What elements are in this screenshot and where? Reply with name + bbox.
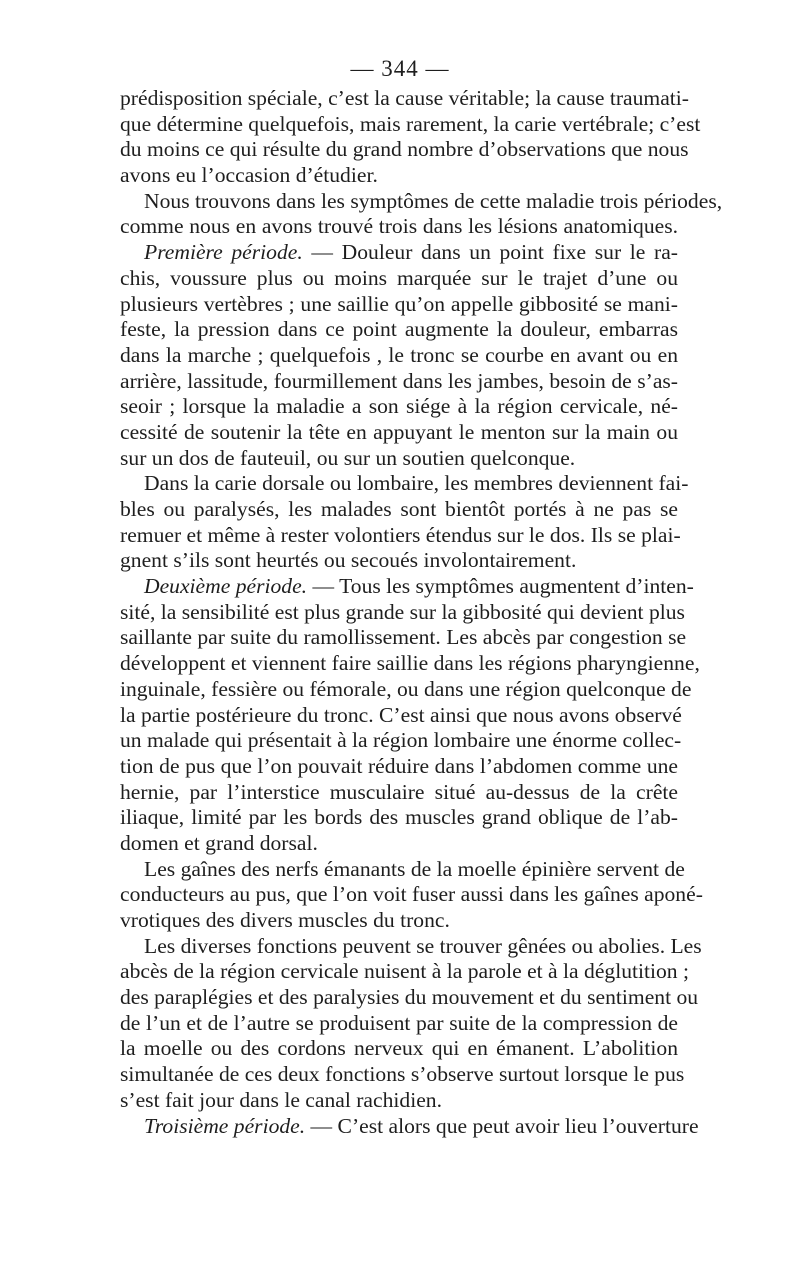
text-line: inguinale, fessière ou fémorale, ou dans une région quelconque de	[120, 676, 692, 701]
text-line: remuer et même à rester volontiers étendus sur le dos. Ils se plai-	[120, 522, 681, 547]
line-text: — Tous les symptômes augmentent d’inten-	[307, 574, 694, 599]
text-line: abcès de la région cervicale nuisent à la parole et à la déglutition ;	[120, 959, 689, 984]
text-line	[120, 240, 678, 266]
text-line: un malade qui présentait à la région lombaire une énorme collec-	[120, 728, 682, 753]
text-line: tion de pus que l’on pouvait réduire dans l’abdomen comme une	[120, 753, 678, 778]
text-line: du moins ce qui résulte du grand nombre d’observations que nous	[120, 137, 689, 162]
body-text	[120, 86, 723, 1139]
text-line	[120, 574, 694, 600]
text-line: vrotiques des divers muscles du tronc.	[120, 908, 450, 932]
text-line: sité, la sensibilité est plus grande sur la gibbosité qui devient plus	[120, 599, 685, 624]
text-line: bles ou paralysés, les malades sont bientôt portés à ne pas se	[120, 497, 678, 521]
text-line: Dans la carie dorsale ou lombaire, les membres deviennent fai-	[144, 471, 689, 496]
text-line: prédisposition spéciale, c’est la cause véritable; la cause traumati-	[120, 86, 689, 110]
page-number: — 344 —	[350, 56, 450, 81]
period-heading: Première période.	[144, 240, 303, 265]
text-line: comme nous en avons trouvé trois dans les lésions anatomiques.	[120, 214, 678, 239]
text-line: développent et viennent faire saillie dans les régions pharyngienne,	[120, 651, 700, 676]
text-line: la partie postérieure du tronc. C’est ainsi que nous avons observé	[120, 702, 682, 727]
period-heading: Troisième période.	[144, 1113, 306, 1138]
text-line: chis, voussure plus ou moins marquée sur le trajet d’une ou	[120, 265, 678, 290]
text-line: gnent s’ils sont heurtés ou secoués involontairement.	[120, 548, 577, 573]
text-line: dans la marche ; quelquefois , le tronc se courbe en avant ou en	[120, 342, 678, 367]
line-text: — C’est alors que peut avoir lieu l’ouverture	[305, 1113, 699, 1138]
text-line: simultanée de ces deux fonctions s’observe surtout lorsque le pus	[120, 1062, 685, 1087]
text-line: iliaque, limité par les bords des muscles grand oblique de l’ab-	[120, 805, 678, 830]
text-line: Nous trouvons dans les symptômes de cette maladie trois périodes,	[144, 188, 723, 213]
period-heading: Deuxième période.	[144, 574, 308, 599]
text-line: s’est fait jour dans le canal rachidien.	[120, 1087, 442, 1112]
text-line: seoir ; lorsque la maladie a son siége à la région cervicale, né-	[120, 394, 678, 419]
text-line: de l’un et de l’autre se produisent par suite de la compression de	[120, 1010, 678, 1035]
text-line: hernie, par l’interstice musculaire situé au-dessus de la crête	[120, 779, 678, 804]
text-line: Les diverses fonctions peuvent se trouver gênées ou abolies. Les	[144, 933, 702, 958]
text-line: plusieurs vertèbres ; une saillie qu’on appelle gibbosité se mani-	[120, 291, 678, 316]
text-line: feste, la pression dans ce point augmente la douleur, embarras	[120, 317, 678, 342]
text-line: sur un dos de fauteuil, ou sur un soutien quelconque.	[120, 445, 576, 470]
text-line: que détermine quelquefois, mais rarement, la carie vertébrale; c’est	[120, 111, 701, 136]
text-line: Les gaînes des nerfs émanants de la moelle épinière servent de	[144, 856, 685, 881]
text-line: saillante par suite du ramollissement. Les abcès par congestion se	[120, 625, 687, 650]
line-text: — Douleur dans un point fixe sur le ra-	[302, 240, 678, 265]
text-line: cessité de soutenir la tête en appuyant le menton sur la main ou	[120, 419, 678, 444]
text-line	[120, 1113, 699, 1140]
text-line: la moelle ou des cordons nerveux qui en émanent. L’abolition	[120, 1036, 678, 1061]
text-line: conducteurs au pus, que l’on voit fuser aussi dans les gaînes aponé-	[120, 882, 703, 907]
text-line: domen et grand dorsal.	[120, 830, 318, 855]
text-line: avons eu l’occasion d’étudier.	[120, 163, 378, 188]
text-line: des paraplégies et des paralysies du mouvement et du sentiment ou	[120, 985, 699, 1010]
text-line: arrière, lassitude, fourmillement dans les jambes, besoin de s’as-	[120, 368, 678, 393]
